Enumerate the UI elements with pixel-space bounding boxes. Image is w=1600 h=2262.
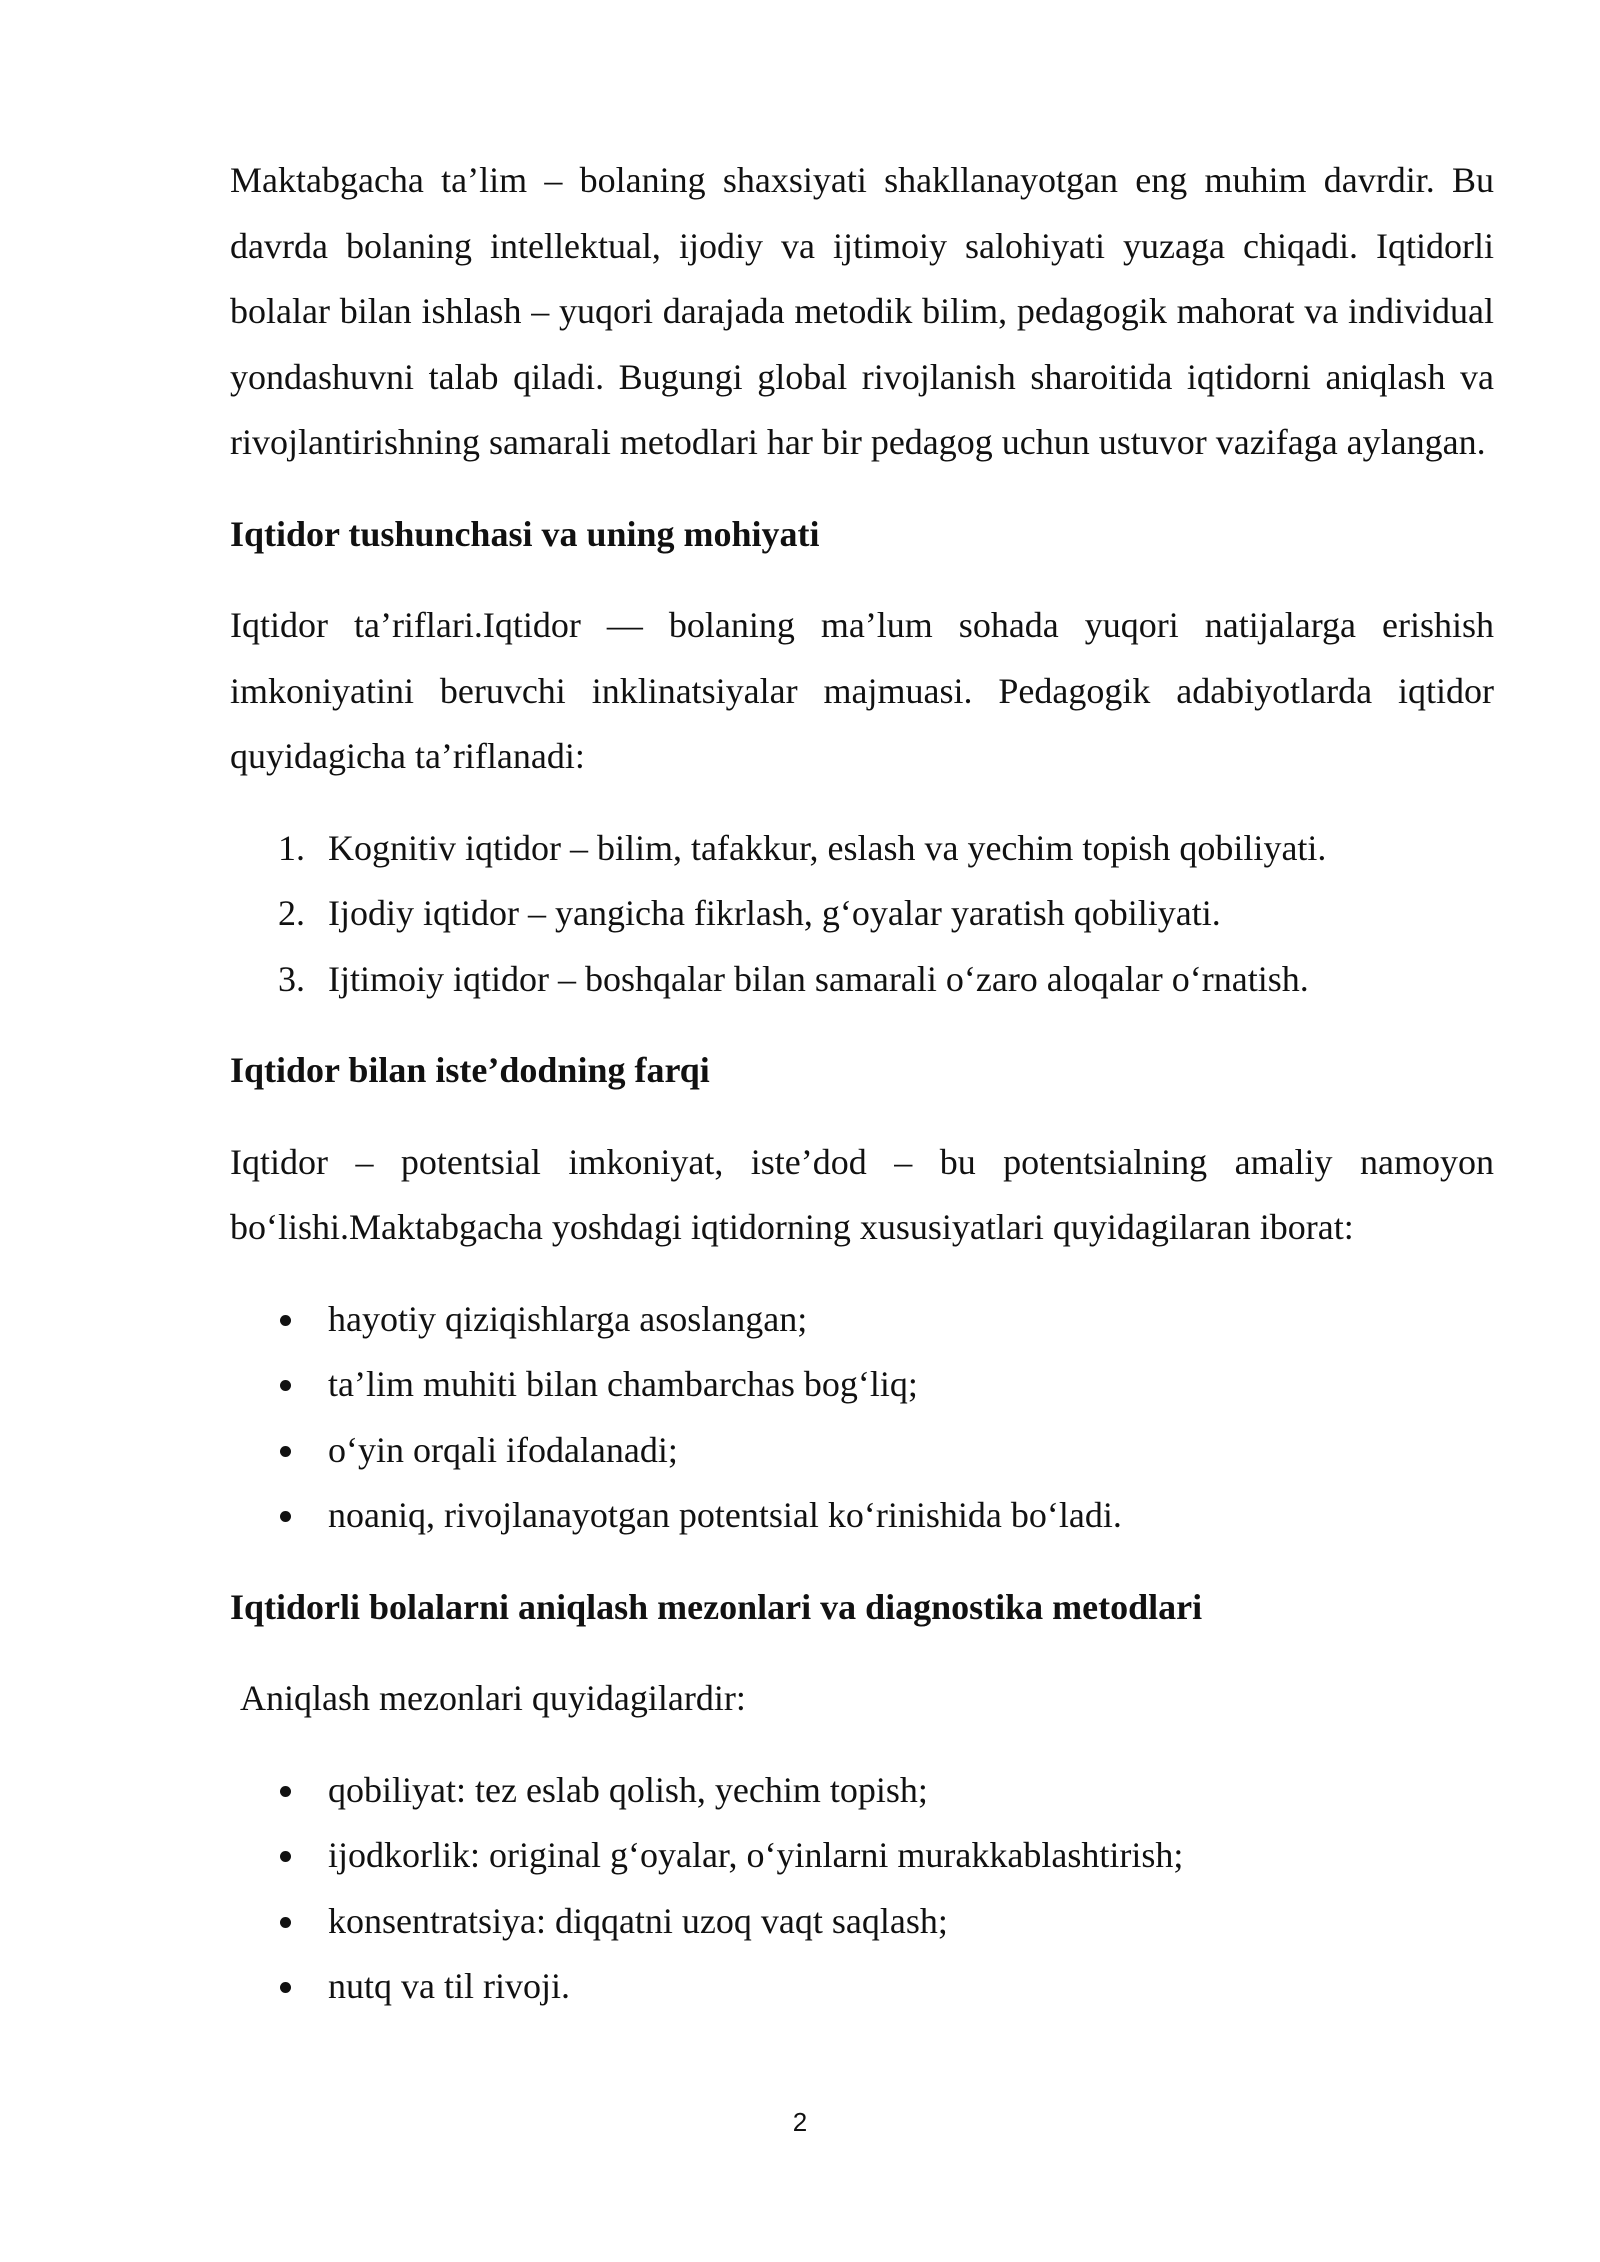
section-heading-aniqlash-mezonlari: Iqtidorli bolalarni aniqlash mezonlari va diagnostika metodlari bbox=[230, 1586, 1203, 1627]
section-heading-iqtidor-istedod-farqi: Iqtidor bilan iste’dodning farqi bbox=[230, 1050, 710, 1090]
bullet-icon bbox=[280, 1315, 291, 1326]
bullet-icon bbox=[280, 1851, 291, 1862]
list-item-text: konsentratsiya: diqqatni uzoq vaqt saqlash; bbox=[328, 1900, 948, 1941]
bullet-icon bbox=[280, 1511, 291, 1522]
list-item bbox=[230, 1352, 1494, 1418]
list-item-text: qobiliyat: tez eslab qolish, yechim topish; bbox=[328, 1769, 928, 1810]
bullet-icon bbox=[280, 1786, 291, 1797]
section-heading-iqtidor-tushunchasi: Iqtidor tushunchasi va uning mohiyati bbox=[230, 513, 820, 554]
section1-paragraph: Iqtidor ta’riflari.Iqtidor — bolaning ma’lum sohada yuqori natijalarga erishish imkoniyatini beruvchi inklinatsiyalar majmuasi. Pedagogik adabiyotlarda iqtidor quyidagicha ta’riflanadi: bbox=[230, 605, 1494, 776]
list-item bbox=[230, 1287, 1494, 1353]
bullet-icon bbox=[280, 1917, 291, 1928]
list-number: 2. bbox=[278, 893, 305, 933]
list-number: 3. bbox=[278, 958, 305, 999]
page-number: 2 bbox=[792, 2107, 808, 2137]
list-item-text: ijodkorlik: original g‘oyalar, o‘yinlarni murakkablashtirish; bbox=[328, 1835, 1184, 1875]
list-item-text: Ijodiy iqtidor – yangicha fikrlash, g‘oyalar yaratish qobiliyati. bbox=[328, 893, 1221, 933]
list-item-text: nutq va til rivoji. bbox=[328, 1966, 570, 2006]
numbered-list-iqtidor-types bbox=[230, 816, 1494, 1013]
intro-paragraph: Maktabgacha ta’lim – bolaning shaxsiyati shakllanayotgan eng muhim davrdir. Bu davrda bolaning intellektual, ijodiy va ijtimoiy salohiyati yuzaga chiqadi. Iqtidorli bolalar bilan ishlash – yuqori darajada metodik bilim, pedagogik mahorat va individual yondashuvni talab qiladi. Bugungi global rivojlanish sharoitida iqtidorni aniqlash va rivojlantirishning samarali metodlari har bir pedagog uchun ustuvor vazifaga aylangan. bbox=[230, 160, 1494, 462]
section2-paragraph: Iqtidor – potentsial imkoniyat, iste’dod – bu potentsialning amaliy namoyon bo‘lishi.Maktabgacha yoshdagi iqtidorning xususiyatlari quyidagilaran iborat: bbox=[230, 1141, 1494, 1247]
list-item-text: noaniq, rivojlanayotgan potentsial ko‘rinishida bo‘ladi. bbox=[328, 1495, 1122, 1535]
page-content bbox=[230, 148, 1494, 2046]
list-item bbox=[230, 1418, 1494, 1484]
list-number: 1. bbox=[278, 827, 305, 868]
list-item bbox=[230, 1823, 1494, 1889]
list-item-text: Ijtimoiy iqtidor – boshqalar bilan samarali o‘zaro aloqalar o‘rnatish. bbox=[328, 958, 1309, 999]
bullet-icon bbox=[280, 1446, 291, 1457]
list-item bbox=[230, 1954, 1494, 2020]
list-item-text: o‘yin orqali ifodalanadi; bbox=[328, 1429, 678, 1470]
list-item-text: hayotiy qiziqishlarga asoslangan; bbox=[328, 1298, 808, 1339]
bullet-icon bbox=[280, 1982, 291, 1993]
list-item-text: Kognitiv iqtidor – bilim, tafakkur, eslash va yechim topish qobiliyati. bbox=[328, 827, 1327, 868]
bullet-list-aniqlash-mezonlari bbox=[230, 1758, 1494, 2020]
list-item bbox=[230, 1889, 1494, 1955]
list-item bbox=[230, 816, 1494, 882]
bullet-icon bbox=[280, 1380, 291, 1391]
list-item bbox=[230, 881, 1494, 947]
section3-paragraph: Aniqlash mezonlari quyidagilardir: bbox=[240, 1678, 746, 1718]
bullet-list-iqtidor-features bbox=[230, 1287, 1494, 1549]
list-item bbox=[230, 1758, 1494, 1824]
list-item bbox=[230, 947, 1494, 1013]
list-item-text: ta’lim muhiti bilan chambarchas bog‘liq; bbox=[328, 1364, 918, 1404]
list-item bbox=[230, 1483, 1494, 1549]
